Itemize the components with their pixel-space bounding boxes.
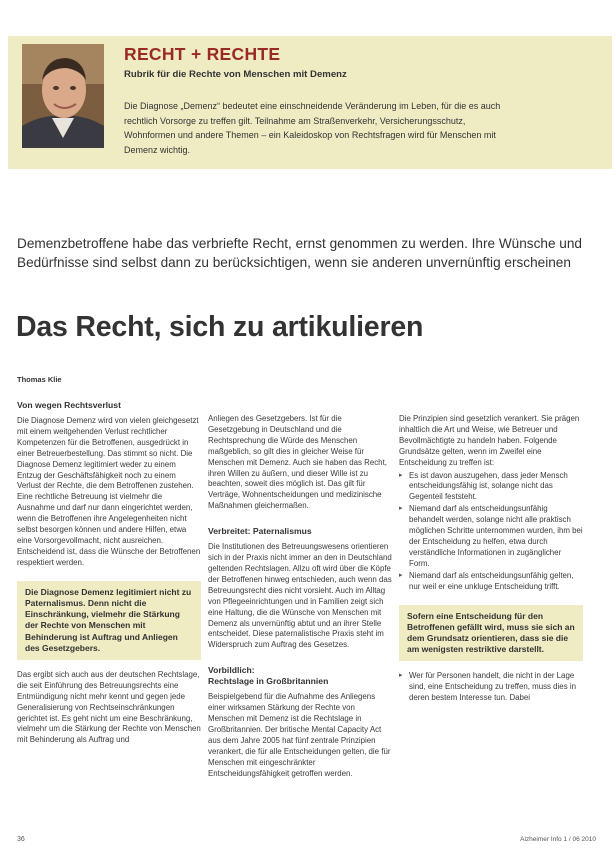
article-headline: Das Recht, sich zu artikulieren bbox=[16, 311, 424, 343]
author-portrait-image bbox=[22, 44, 104, 148]
paragraph: Das ergibt sich auch aus der deutschen Rechtslage, die seit Einführung des Betreuungsrechts eine Entmündigung nicht mehr kennt und gegen jede Generalisierung von Rechtseinschränkungen gerichtet ist. Es geht nicht um eine Beschränkung, vielmehr um die Stärkung der Rechte von Menschen mit Behinderung als Auftrag und bbox=[17, 669, 201, 745]
section-heading-grossbritannien bbox=[208, 665, 392, 687]
principles-list bbox=[399, 471, 583, 593]
text-column-2 bbox=[208, 414, 392, 779]
principles-list-continued bbox=[399, 671, 583, 704]
rubric-title: RECHT + RECHTE bbox=[124, 44, 281, 64]
pull-quote: Sofern eine Entscheidung für den Betroffenen gefällt wird, muss sie sich an dem Grundsatz orientieren, dass sie die am wenigsten restriktive darstellt. bbox=[399, 605, 583, 662]
section-heading-line-1: Vorbildlich: bbox=[208, 665, 255, 676]
paragraph: Beispielgebend für die Aufnahme des Anliegens einer wirksamen Stärkung der Rechte von Menschen mit Demenz ist die Rechtslage in Großbritannien. Der britische Mental Capacity Act aus dem Jahre 2005 hat fünf zentrale Prinzipien verankert, die für alle Entscheidungen gelten, die für Menschen mit eingeschränkter Entscheidungsfähigkeit getroffen werden. bbox=[208, 692, 391, 778]
list-item: ▸ Niemand darf als entscheidungsunfähig behandelt werden, solange nicht alle praktisch möglichen Schritte unternommen wurden, ihm bei der Entscheidung zu helfen, etwa durch verständliche Informationen in zugänglicher Form. bbox=[399, 504, 583, 569]
text-column-1 bbox=[17, 400, 201, 746]
page-number: 36 bbox=[17, 836, 25, 843]
paragraph: Anliegen des Gesetzgebers. Ist für die Gesetzgebung in Deutschland und die Rechtsprechung die Würde des Menschen maßgeblich, so gilt dies in gleicher Weise für Menschen mit Demenz. Auch sie haben das Recht, ihren Willen zu äußern, und dieser Wille ist zu beachten, soweit dies möglich ist. Das gilt für Verträge, Wohnentscheidungen und medizinische Maßnahmen gleichermaßen. bbox=[208, 414, 387, 511]
list-item: ▸ Wer für Personen handelt, die nicht in der Lage sind, eine Entscheidung zu treffen, muss dies in deren bestem Interesse tun. Dabei bbox=[399, 671, 583, 704]
rubric-intro: Die Diagnose „Demenz“ bedeutet eine einschneidende Veränderung im Leben, für die es auch rechtlich Vorsorge zu treffen gilt. Teilnahme am Straßenverkehr, Versicherungsschutz, Wohnformen und andere Themen – ein Kaleidoskop von Rechtsfragen wird für Menschen mit Demenz wichtig. bbox=[124, 101, 501, 155]
article-author: Thomas Klie bbox=[17, 375, 62, 384]
paragraph: Die Prinzipien sind gesetzlich verankert. Sie prägen inhaltlich die Art und Weise, wie Betreuer und Bevollmächtigte zu handeln haben. Folgende Grundsätze gelten, wenn im Zweifel eine Entscheidung zu treffen ist: bbox=[399, 414, 580, 467]
section-heading-line-2: Rechtslage in Großbritannien bbox=[208, 676, 329, 687]
pull-quote: Die Diagnose Demenz legitimiert nicht zu Paternalismus. Denn nicht die Einschränkung, vielmehr die Stärkung der Rechte von Menschen mit Behinderung ist Auftrag und Anliegen des Gesetzgebers. bbox=[17, 581, 201, 660]
rubric-subtitle: Rubrik für die Rechte von Menschen mit Demenz bbox=[124, 69, 347, 80]
section-heading-paternalismus: Verbreitet: Paternalismus bbox=[208, 526, 312, 537]
author-photo bbox=[22, 44, 104, 148]
paragraph: Die Diagnose Demenz wird von vielen gleichgesetzt mit einem weitgehenden Verlust rechtlicher Kompetenzen für die Betroffenen, ausgedrückt in einer Betreuerbestellung. Das stimmt so nicht. Die Diagnose Demenz legitimiert weder zu einem Entzug der Geschäftsfähigkeit noch zu einem Verlust der Rechte, die dem Betroffenen zustehen. Eine rechtliche Betreuung ist vielmehr die Ausnahme und darf nur dann eingerichtet werden, wenn die Betroffenen ihre Angelegenheiten nicht selbst besorgen können und andere Hilfen, etwa eine Vorsorgevollmacht, nicht ausreichen. Entscheidend ist, dass die Wünsche der Betroffenen respektiert werden. bbox=[17, 416, 201, 567]
list-item: ▸ Niemand darf als entscheidungsunfähig gelten, nur weil er eine unkluge Entscheidung trifft. bbox=[399, 571, 583, 593]
article-lead: Demenzbetroffene habe das verbriefte Recht, ernst genommen zu werden. Ihre Wünsche und Bedürfnisse sind selbst dann zu berücksichtigen, wenn sie anderen unvernünftig erscheinen bbox=[17, 236, 582, 270]
text-column-3 bbox=[399, 414, 583, 705]
publication-info: Alzheimer Info 1 / 06 2010 bbox=[520, 836, 596, 843]
list-item: ▸ Es ist davon auszugehen, dass jeder Mensch entscheidungsfähig ist, solange nicht das Gegenteil feststeht. bbox=[399, 471, 583, 504]
paragraph: Die Institutionen des Betreuungswesens orientieren sich in der Praxis nicht immer an den in Deutschland geltenden Rechtslagen. Allzu oft wird über die Köpfe der Betroffenen hinweg entschieden, auch wenn das Betreuungsrecht dies nicht vorsieht. Auch im Alltag von Pflegeeinrichtungen und in Familien zeigt sich eine Haltung, die die Wünsche von Menschen mit Demenz als unvernünftig abtut und an ihrer Stelle entscheidet. Diese paternalistische Praxis steht im Widerspruch zum Auftrag des Gesetzes. bbox=[208, 542, 392, 650]
section-heading-rechtsverlust: Von wegen Rechtsverlust bbox=[17, 400, 121, 410]
rubric-box bbox=[8, 36, 612, 169]
